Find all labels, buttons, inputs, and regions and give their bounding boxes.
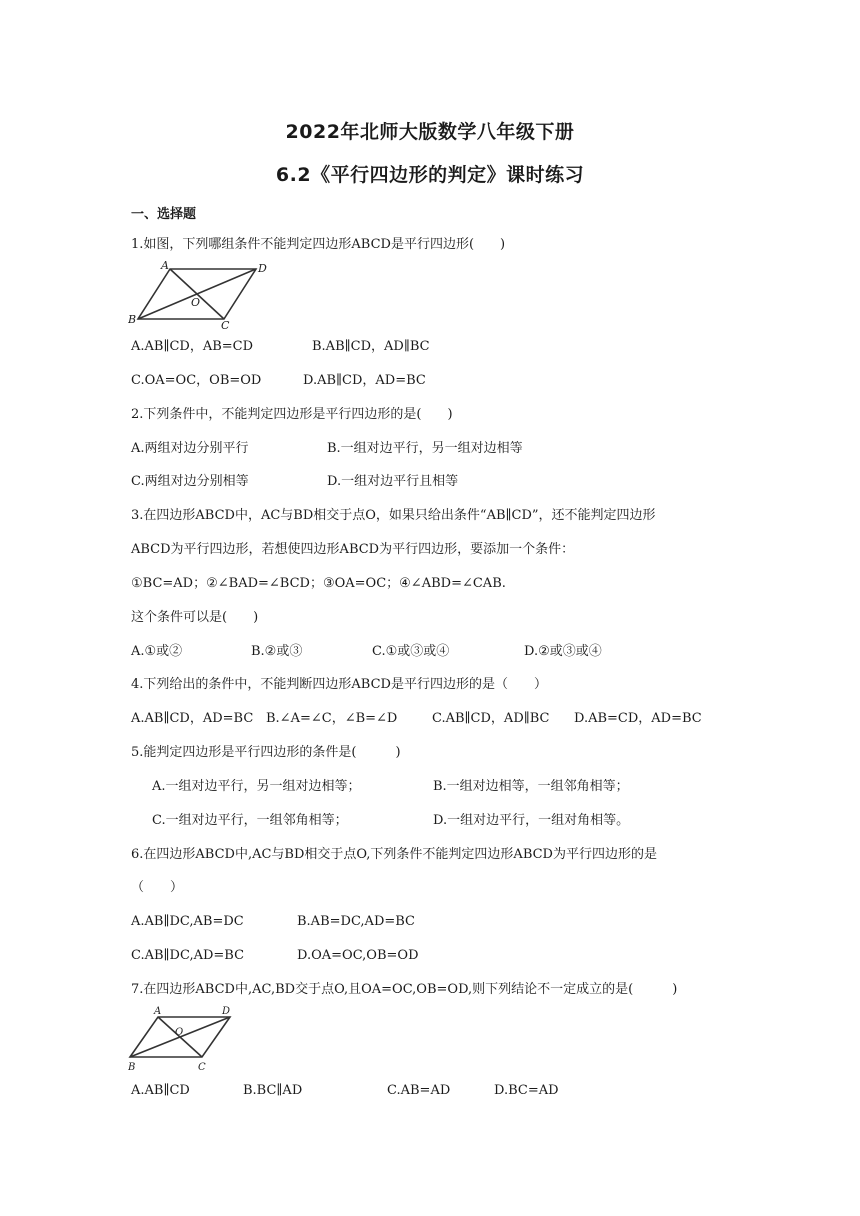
question-6-option-a: A.AB∥DC,AB=DC xyxy=(131,914,244,929)
question-7-figure xyxy=(128,1005,238,1073)
question-4-option-d: D.AB=CD，AD=BC xyxy=(574,711,702,726)
question-5-stem: 5.能判定四边形是平行四边形的条件是( ) xyxy=(131,745,401,760)
vertex-label-b: B xyxy=(128,1062,136,1073)
question-3-stem-line-2: ABCD为平行四边形，若想使四边形ABCD为平行四边形，要添加一个条件： xyxy=(131,542,575,557)
question-6-stem-line-2: （ ） xyxy=(131,880,184,895)
section-heading: 一、选择题 xyxy=(131,207,197,222)
question-1-option-a: A.AB∥CD，AB=CD xyxy=(131,339,254,354)
question-1-stem: 1.如图，下列哪组条件不能判定四边形ABCD是平行四边形( ) xyxy=(131,237,506,252)
question-7-option-d: D.BC=AD xyxy=(494,1083,559,1098)
question-3-stem-line-4: 这个条件可以是( ) xyxy=(131,610,259,625)
vertex-label-a: A xyxy=(154,1006,162,1017)
question-5-option-a: A.一组对边平行，另一组对边相等； xyxy=(152,779,361,794)
question-7-option-b: B.BC∥AD xyxy=(243,1083,303,1098)
question-1-option-b: B.AB∥CD，AD∥BC xyxy=(312,339,430,354)
question-3-option-a: A.①或② xyxy=(131,644,183,659)
question-3-stem-line-3: ①BC=AD；②∠BAD=∠BCD；③OA=OC；④∠ABD=∠CAB. xyxy=(131,576,506,591)
question-2-stem: 2.下列条件中，不能判定四边形是平行四边形的是( ) xyxy=(131,407,453,422)
question-6-option-c: C.AB∥DC,AD=BC xyxy=(131,948,245,963)
question-1-option-d: D.AB∥CD，AD=BC xyxy=(303,373,426,388)
parallelogram-diagram xyxy=(128,1005,238,1073)
question-3-option-b: B.②或③ xyxy=(251,644,303,659)
question-7-stem: 7.在四边形ABCD中,AC,BD交于点O,且OA=OC,OB=OD,则下列结论不一定成立的是( ) xyxy=(131,982,678,997)
question-5-option-d: D.一组对边平行，一组对角相等。 xyxy=(433,813,630,828)
center-label-o: O xyxy=(191,296,201,309)
question-3-option-c: C.①或③或④ xyxy=(372,644,450,659)
question-6-option-d: D.OA=OC,OB=OD xyxy=(297,948,419,963)
page-title: 2022年北师大版数学八年级下册 xyxy=(285,121,575,143)
question-2-option-b: B.一组对边平行，另一组对边相等 xyxy=(327,441,523,456)
question-3-stem-line-1: 3.在四边形ABCD中，AC与BD相交于点O，如果只给出条件“AB∥CD”，还不能判定四边形 xyxy=(131,508,656,523)
question-4-stem: 4.下列给出的条件中，不能判断四边形ABCD是平行四边形的是（ ） xyxy=(131,677,547,692)
parallelogram-diagram xyxy=(128,260,268,330)
vertex-label-d: D xyxy=(258,262,267,275)
question-2-option-a: A.两组对边分别平行 xyxy=(131,441,249,456)
question-3-option-d: D.②或③或④ xyxy=(524,644,602,659)
vertex-label-c: C xyxy=(198,1062,206,1073)
question-7-option-a: A.AB∥CD xyxy=(131,1083,190,1098)
page-subtitle: 6.2《平行四边形的判定》课时练习 xyxy=(275,164,585,186)
vertex-label-c: C xyxy=(221,319,230,330)
question-1-figure xyxy=(128,260,268,330)
question-1-option-c: C.OA=OC，OB=OD xyxy=(131,373,262,388)
question-6-option-b: B.AB=DC,AD=BC xyxy=(297,914,416,929)
vertex-label-b: B xyxy=(128,313,137,326)
question-6-stem-line-1: 6.在四边形ABCD中,AC与BD相交于点O,下列条件不能判定四边形ABCD为平行四边形的是 xyxy=(131,847,657,862)
question-2-option-c: C.两组对边分别相等 xyxy=(131,474,249,489)
question-4-option-c: C.AB∥CD，AD∥BC xyxy=(432,711,550,726)
vertex-label-a: A xyxy=(161,260,169,272)
question-4-option-b: B.∠A=∠C，∠B=∠D xyxy=(266,711,398,726)
question-4-option-a: A.AB∥CD，AD=BC xyxy=(131,711,254,726)
vertex-label-d: D xyxy=(222,1006,231,1017)
question-7-option-c: C.AB=AD xyxy=(387,1083,451,1098)
question-2-option-d: D.一组对边平行且相等 xyxy=(327,474,459,489)
question-5-option-c: C.一组对边平行，一组邻角相等； xyxy=(152,813,348,828)
center-label-o: O xyxy=(175,1027,184,1038)
question-5-option-b: B.一组对边相等，一组邻角相等； xyxy=(433,779,629,794)
